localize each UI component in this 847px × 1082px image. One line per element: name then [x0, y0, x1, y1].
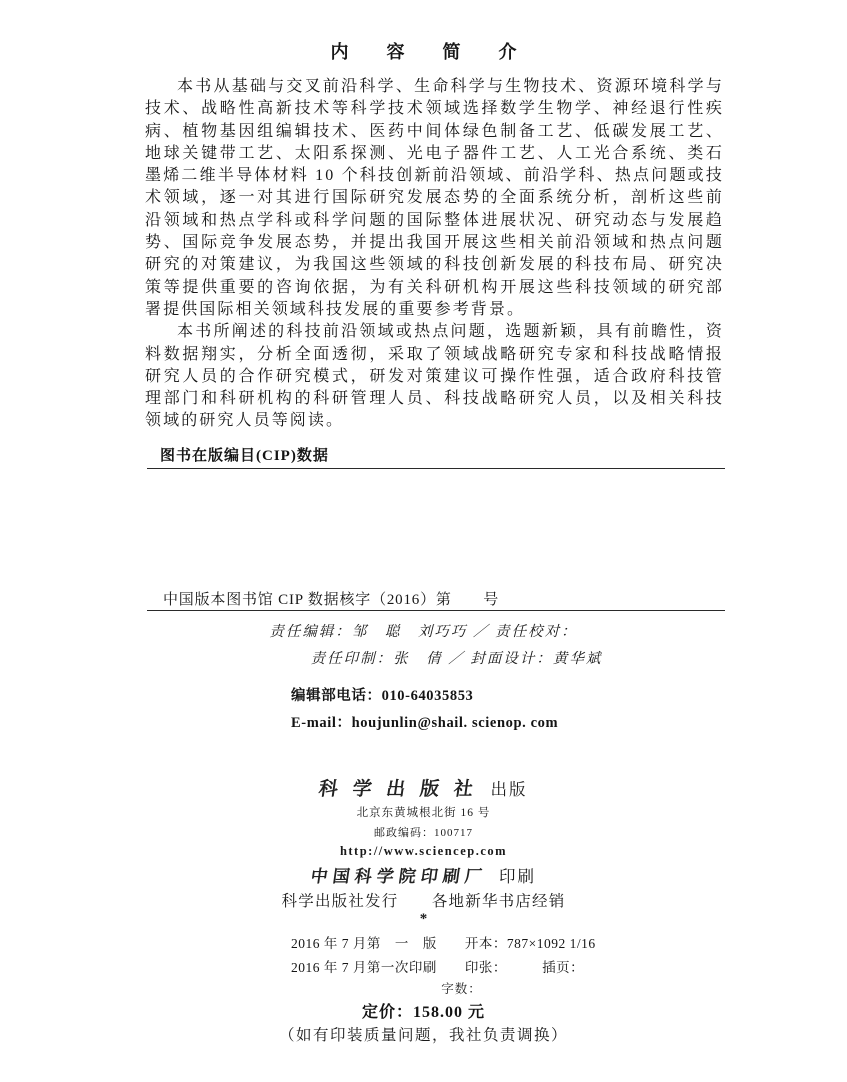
cip-record-line: 中国版本图书馆 CIP 数据核字（2016）第 号: [163, 592, 500, 608]
staff-line-printing-design: 责任印制：张 倩 ／ 封面设计：黄华斌: [310, 651, 603, 667]
printing-line: 2016 年 7 月第一次印刷 印张： 插页：: [291, 959, 585, 975]
edition-block: [291, 932, 596, 979]
contact-block: [291, 683, 558, 736]
publisher-suffix: 出版: [490, 780, 528, 799]
email-label: E-mail：: [291, 714, 352, 731]
staff-credits: [0, 619, 847, 673]
phone-number: 010-64035853: [381, 688, 474, 704]
separator-star: *: [419, 911, 428, 927]
page-title: 内 容 简 介: [330, 42, 527, 62]
distribution-line: 科学出版社发行 各地新华书店经销: [281, 893, 566, 910]
publisher-line: [0, 774, 847, 801]
intro-paragraph-1: 本书从基础与交叉前沿科学、生命科学与生物技术、资源环境科学与技术、战略性高新技术等科学技术领域选择数学生物学、神经退行性疾病、植物基因组编辑技术、医药中间体绿色制备工艺、低碳发展工艺、地球关键带工艺、太阳系探测、光电子器件工艺、人工光合系统、类石墨烯二维半导体材料 10 个科技创新前沿领域、前沿学科、热点问题或技术领域，逐一对其进行国际研究发展态势的全面系统分析，剖析这些前沿领域和热点学科或科学问题的国际整体进展状况、研究动态与发展趋势、国际竞争发展态势，并提出我国开展这些相关前沿领域和热点问题研究的对策建议，为我国这些领域的科技创新发展的科技布局、研究决策等提供重要的咨询依据，为有关科研机构开展这些科技领域的研究部署提供国际相关领域科技发展的重要参考背景。: [145, 78, 724, 318]
divider-rule-bottom: [147, 610, 725, 611]
publisher-website: http://www.sciencep.com: [339, 844, 508, 858]
price-line: 定价：158.00 元: [361, 1004, 485, 1021]
intro-section: [145, 76, 724, 433]
email-address: houjunlin@shail. scienop. com: [351, 714, 559, 731]
divider-rule-top: [147, 468, 725, 469]
publisher-name: 科 学 出 版 社: [317, 779, 480, 800]
edition-line: 2016 年 7 月第 一 版 开本：787×1092 1/16: [291, 936, 596, 951]
printer-suffix: 印刷: [499, 867, 536, 886]
staff-line-editors: 责任编辑：邹 聪 刘巧巧 ／ 责任校对：: [269, 624, 578, 640]
cip-heading: 图书在版编目(CIP)数据: [160, 448, 329, 464]
publisher-address: 北京东黄城根北街 16 号: [356, 807, 491, 819]
contact-email-line: [291, 710, 558, 737]
publisher-postcode: 邮政编码：100717: [374, 827, 473, 839]
quality-note: （如有印装质量问题，我社负责调换）: [278, 1027, 568, 1044]
printer-name: 中国科学院印刷厂: [309, 867, 489, 886]
contact-phone-line: [291, 683, 558, 710]
intro-paragraph-2: 本书所阐述的科技前沿领域或热点问题，选题新颖，具有前瞻性，资料数据翔实，分析全面透彻，采取了领域战略研究专家和科技战略情报研究人员的合作研究模式，研发对策建议可操作性强，适合政府科技管理部门和科研机构的科研管理人员、科技战略研究人员，以及相关科技领域的研究人员等阅读。: [145, 323, 724, 430]
printer-line: [0, 862, 847, 887]
phone-label: 编辑部电话：: [291, 688, 382, 704]
word-count-line: 字数：: [441, 982, 482, 996]
